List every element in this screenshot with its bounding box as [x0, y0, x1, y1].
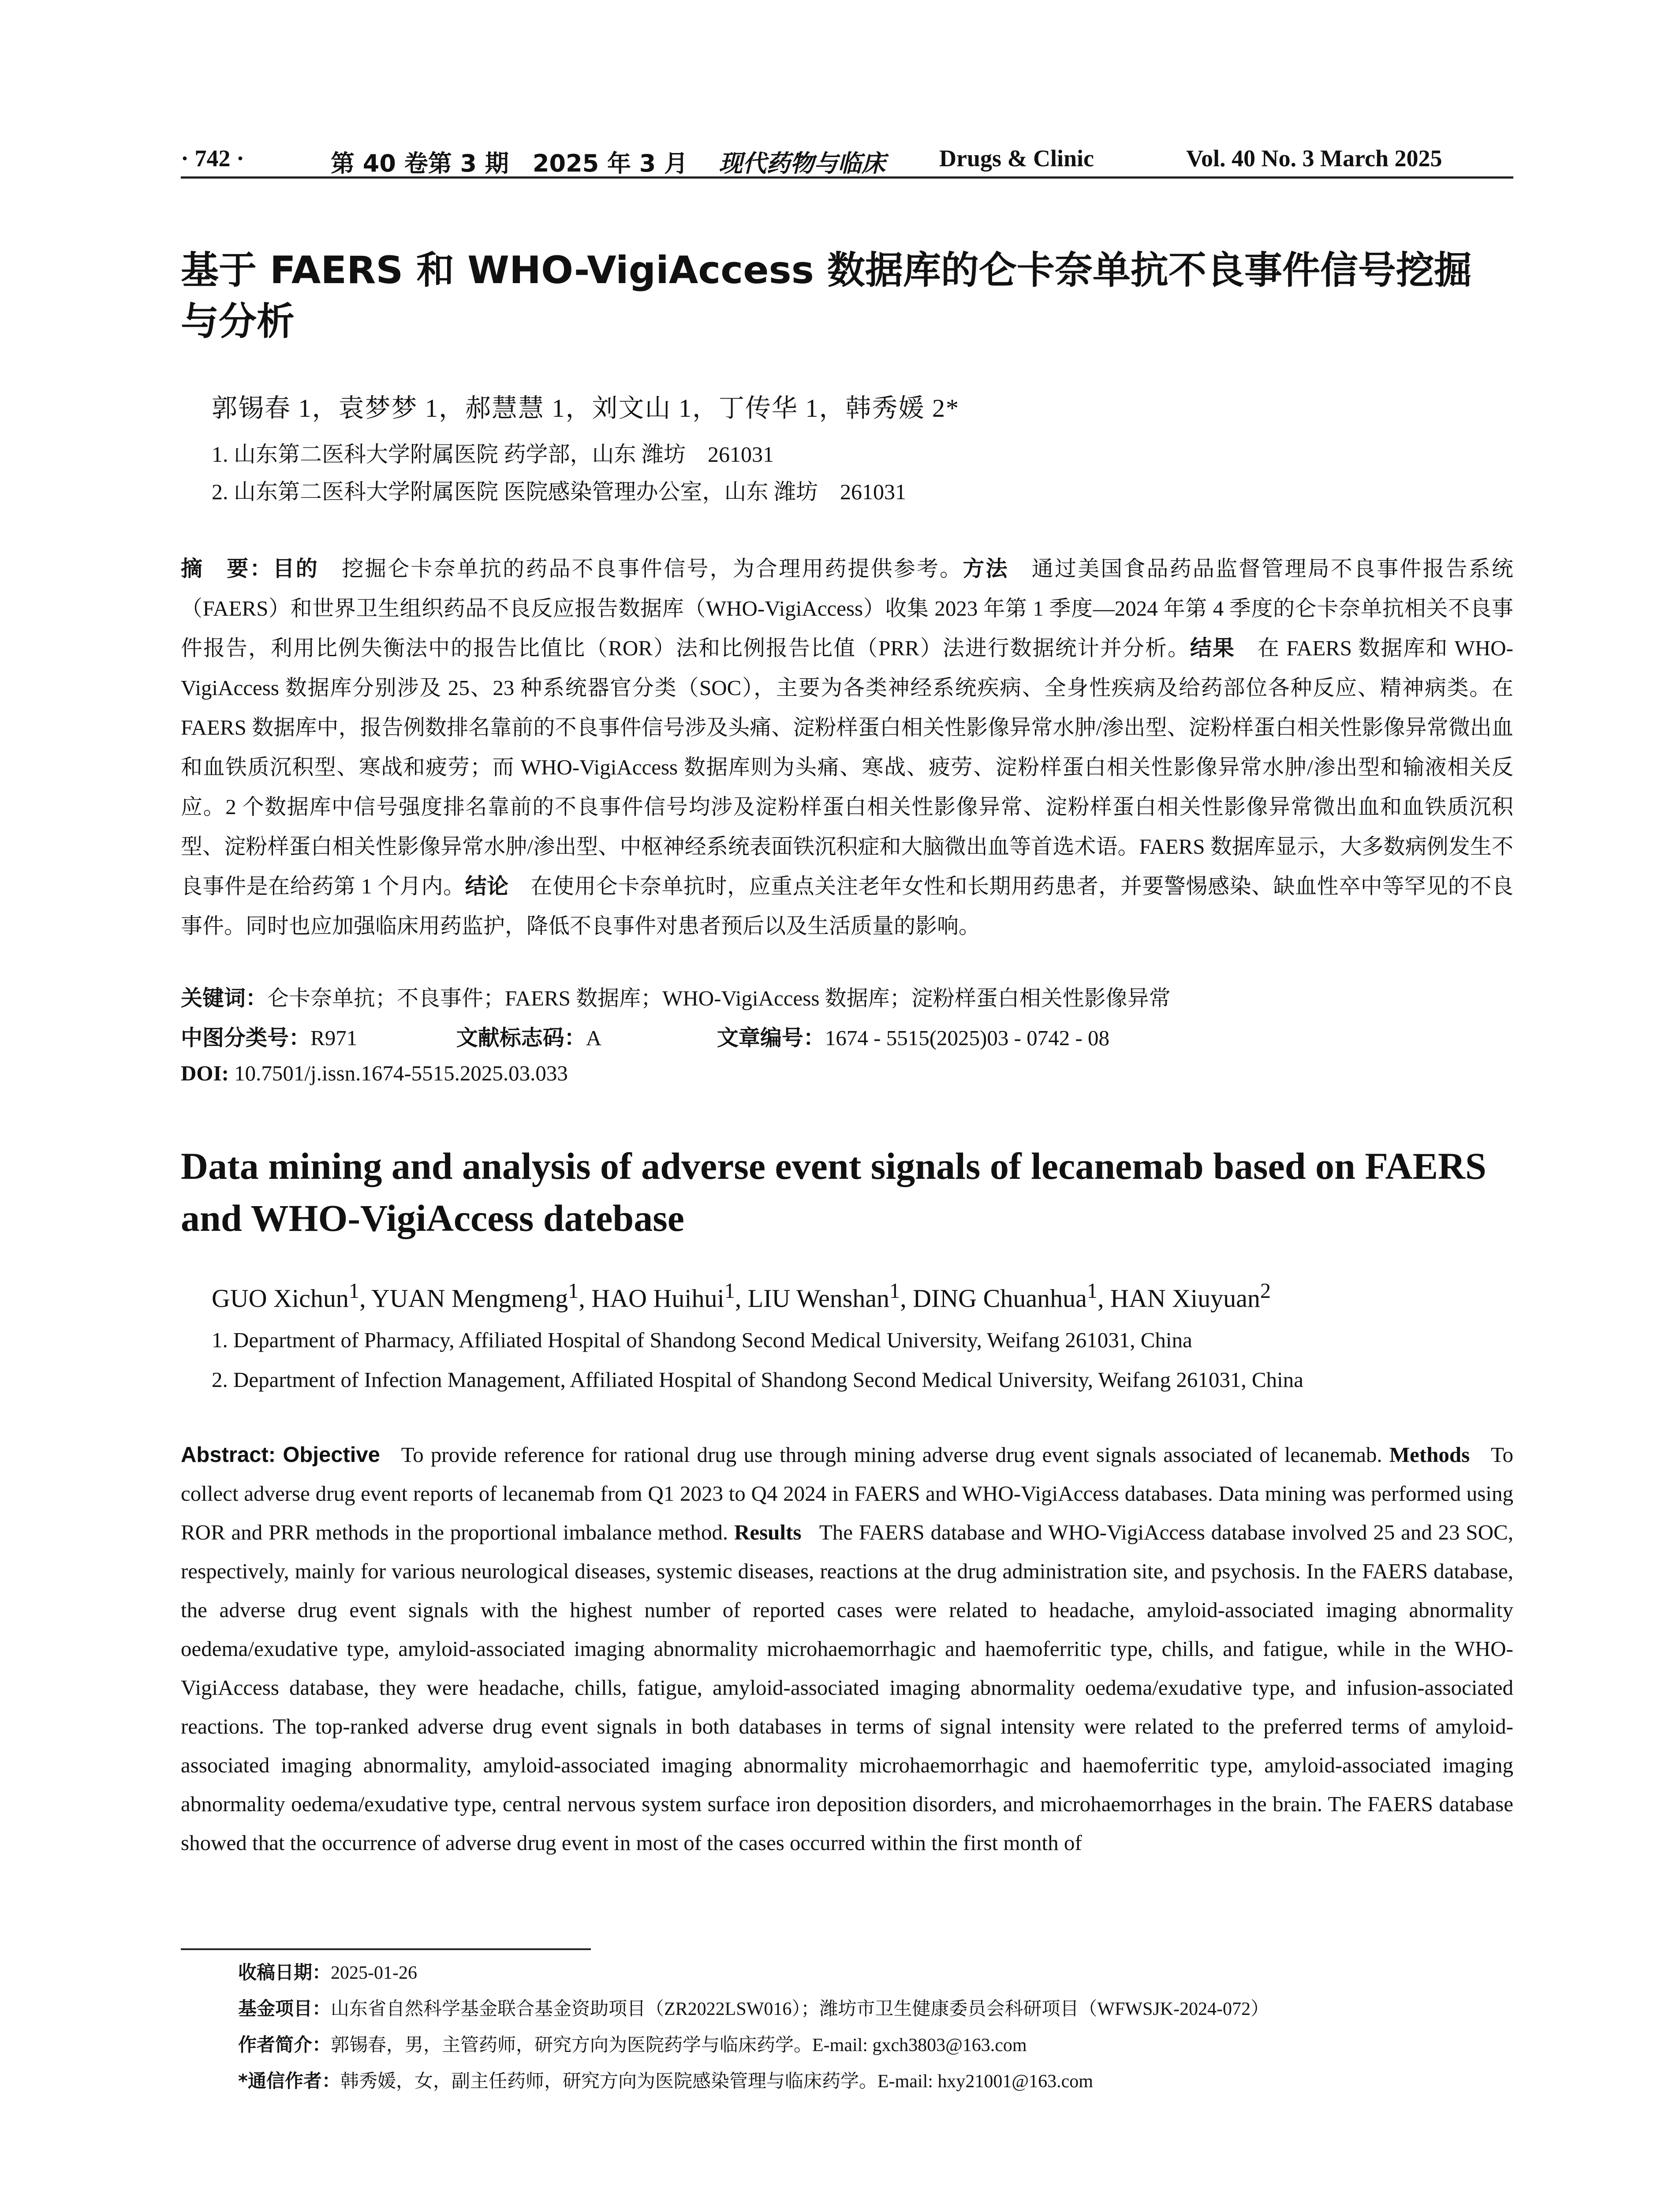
- cn-abstract: [181, 549, 1513, 946]
- clc-label: 中图分类号：: [181, 1025, 311, 1050]
- cn-classification-line: [181, 1021, 1109, 1052]
- footnote-text: 郭锡春，男，主管药师，研究方向为医院药学与临床药学。E-mail: gxch3803@163.com: [331, 2035, 1027, 2056]
- footnote-label: 收稿日期：: [238, 1962, 331, 1983]
- cn-affiliation-1: 1. 山东第二医科大学附属医院 药学部，山东 潍坊 261031: [212, 442, 774, 467]
- article-no-value: 1674 - 5515(2025)03 - 0742 - 08: [825, 1026, 1110, 1050]
- cn-title: 基于 FAERS 和 WHO-VigiAccess 数据库的仑卡奈单抗不良事件信号挖掘与分析: [181, 248, 1472, 344]
- issue-en: Vol. 40 No. 3 March 2025: [1186, 145, 1442, 172]
- footnote-received: [238, 1958, 417, 1984]
- footnote-rule: [181, 1948, 591, 1950]
- footnote-funding: [238, 1994, 1269, 2021]
- page-number: · 742 ·: [181, 145, 245, 172]
- en-title: Data mining and analysis of adverse event signals of lecanemab based on FAERS and WHO-VigiAccess datebase: [181, 1145, 1486, 1239]
- cn-conclusion-text: 在使用仑卡奈单抗时，应重点关注老年女性和长期用药患者，并要警惕感染、缺血性卒中等罕见的不良事件。同时也应加强临床用药监护，降低不良事件对患者预后以及生活质量的影响。: [181, 874, 1513, 938]
- cn-keywords-label: 关键词：: [181, 986, 268, 1011]
- en-affiliation-1: 1. Department of Pharmacy, Affiliated Hospital of Shandong Second Medical University, Weifang 261031, China: [212, 1328, 1192, 1352]
- en-methods-label: Methods: [1389, 1443, 1470, 1467]
- cn-abstract-label: 摘 要：: [181, 556, 273, 581]
- cn-conclusion-label: 结论: [465, 874, 509, 899]
- cn-keywords-text: 仑卡奈单抗；不良事件；FAERS 数据库；WHO-VigiAccess 数据库；淀粉样蛋白相关性影像异常: [267, 986, 1171, 1010]
- cn-objective-text: 挖掘仑卡奈单抗的药品不良事件信号，为合理用药提供参考。: [342, 557, 963, 581]
- cn-methods-label: 方法: [963, 556, 1009, 581]
- header-rule: [181, 176, 1513, 179]
- cn-affiliation-2: 2. 山东第二医科大学附属医院 医院感染管理办公室，山东 潍坊 261031: [212, 479, 906, 504]
- en-affiliation-2: 2. Department of Infection Management, Affiliated Hospital of Shandong Second Medical University, Weifang 261031, China: [212, 1368, 1303, 1392]
- en-authors: GUO Xichun$^1$, YUAN Mengmeng$^1$, HAO Huihui$^1$, LIU Wenshan$^1$, DING Chuanhua$^1$, HAN Xiuyuan$^2$: [212, 1279, 1271, 1313]
- en-abstract-label: Abstract:: [181, 1443, 276, 1467]
- cn-methods-text: 通过美国食品药品监督管理局不良事件报告系统（FAERS）和世界卫生组织药品不良反应报告数据库（WHO-VigiAccess）收集 2023 年第 1 季度—2024 年第 4 季度的仑卡奈单抗相关不良事件报告，利用比例失衡法中的报告比值比（ROR）法和比例报告比值（PRR）法进行数据统计并分析。: [181, 557, 1513, 660]
- en-methods-text: To collect adverse drug event reports of lecanemab from Q1 2023 to Q4 2024 in FAERS and WHO-VigiAccess databases. Data mining was performed using ROR and PRR methods in the proportional imbalance method.: [181, 1443, 1513, 1544]
- footnote-author-bio: [238, 2030, 1027, 2057]
- en-abstract: [181, 1435, 1513, 1862]
- doc-code-label: 文献标志码：: [456, 1025, 586, 1050]
- footnote-text: 韩秀媛，女，副主任药师，研究方向为医院感染管理与临床药学。E-mail: hxy21001@163.com: [340, 2071, 1093, 2092]
- footnote-text: 山东省自然科学基金联合基金资助项目（ZR2022LSW016）；潍坊市卫生健康委员会科研项目（WFWSJK-2024-072）: [331, 1999, 1269, 2019]
- footnote-label: *通信作者：: [238, 2070, 340, 2092]
- footnote-label: 作者简介：: [238, 2034, 331, 2056]
- cn-keywords: [181, 981, 1171, 1012]
- doi-label: DOI:: [181, 1061, 229, 1085]
- en-results-text: The FAERS database and WHO-VigiAccess database involved 25 and 23 SOC, respectively, mainly for various neurological diseases, systemic diseases, reactions at the drug administration site, and psychosis. In the FAERS database, the adverse drug event signals with the highest number of reported cases were related to headache, amyloid-associated imaging abnormality oedema/exudative type, amyloid-associated imaging abnormality microhaemorrhagic and haemoferritic type, chills, and fatigue, while in the WHO-VigiAccess database, they were headache, chills, fatigue, amyloid-associated imaging abnormality oedema/exudative type, and infusion-associated reactions. The top-ranked adverse drug event signals in both databases in terms of signal intensity were related to the preferred terms of amyloid-associated imaging abnormality, amyloid-associated imaging abnormality microhaemorrhagic and haemoferritic type, amyloid-associated imaging abnormality oedema/exudative type, central nervous system surface iron deposition disorders, and microhaemorrhages in the brain. The FAERS database showed that the occurrence of adverse drug event in most of the cases occurred within the first month of: [181, 1520, 1513, 1855]
- issue-cn: 第 40 卷第 3 期 2025 年 3 月: [331, 149, 688, 177]
- journal-cn: 现代药物与临床: [719, 149, 885, 177]
- doi-value: 10.7501/j.issn.1674-5515.2025.03.033: [234, 1061, 568, 1085]
- running-header: [181, 140, 1513, 176]
- cn-authors: 郭锡春 1，袁梦梦 1，郝慧慧 1，刘文山 1，丁传华 1，韩秀媛 2*: [212, 394, 960, 422]
- doc-code-value: A: [586, 1026, 601, 1050]
- clc-value: R971: [310, 1026, 358, 1050]
- footnote-label: 基金项目：: [238, 1998, 331, 2019]
- cn-results-text: 在 FAERS 数据库和 WHO-VigiAccess 数据库分别涉及 25、23 种系统器官分类（SOC），主要为各类神经系统疾病、全身性疾病及给药部位各种反应、精神病类。在 FAERS 数据库中，报告例数排名靠前的不良事件信号涉及头痛、淀粉样蛋白相关性影像异常水肿/渗出型、淀粉样蛋白相关性影像异常微出血和血铁质沉积型、寒战和疲劳；而 WHO-VigiAccess 数据库则为头痛、寒战、疲劳、淀粉样蛋白相关性影像异常水肿/渗出型和输液相关反应。2 个数据库中信号强度排名靠前的不良事件信号均涉及淀粉样蛋白相关性影像异常、淀粉样蛋白相关性影像异常微出血和血铁质沉积型、淀粉样蛋白相关性影像异常水肿/渗出型、中枢神经系统表面铁沉积症和大脑微出血等首选术语。FAERS 数据库显示，大多数病例发生不良事件是在给药第 1 个月内。: [181, 636, 1513, 898]
- footnote-text: 2025-01-26: [331, 1963, 417, 1983]
- doi-line: [181, 1061, 568, 1086]
- journal-en: Drugs & Clinic: [939, 145, 1094, 172]
- cn-results-label: 结果: [1190, 635, 1235, 661]
- footnote-corresponding: [238, 2067, 1093, 2093]
- cn-objective-label: 目的: [273, 556, 319, 581]
- en-results-label: Results: [734, 1520, 802, 1544]
- en-objective-label: Objective: [283, 1443, 380, 1467]
- en-objective-text: To provide reference for rational drug use through mining adverse drug event signals associated of lecanemab.: [401, 1443, 1382, 1467]
- article-no-label: 文章编号：: [717, 1025, 825, 1050]
